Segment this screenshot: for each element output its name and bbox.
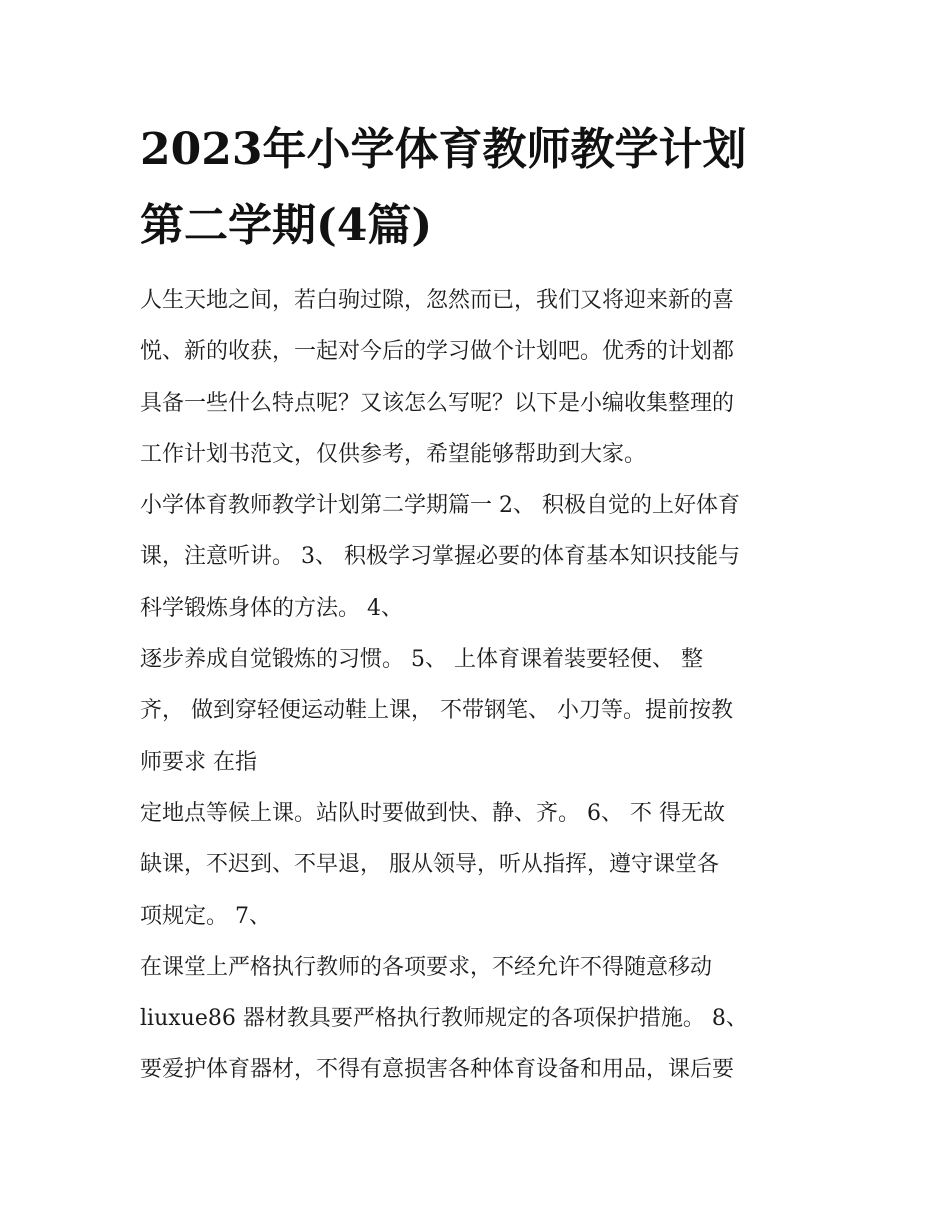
body-line: 小学体育教师教学计划第二学期篇一 2、 积极自觉的上好体育 <box>140 493 740 519</box>
body-line: 课，注意听讲。 3、 积极学习掌握必要的体育基本知识技能与 <box>140 544 740 570</box>
body-line: 缺课，不迟到、不早退， 服从领导，听从指挥，遵守课堂各 <box>140 852 719 878</box>
body-line: 在课堂上严格执行教师的各项要求，不经允许不得随意移动 <box>140 954 713 980</box>
body-line: liuxue86 器材教具要严格执行教师规定的各项保护措施。 8、 <box>140 1006 748 1032</box>
body-line: 齐， 做到穿轻便运动鞋上课， 不带钢笔、 小刀等。提前按教 <box>140 698 733 724</box>
body-line: 定地点等候上课。站队时要做到快、静、齐。 6、 不 得无故 <box>140 800 725 826</box>
body-line: 科学锻炼身体的方法。 4、 <box>140 595 403 621</box>
body-line: 悦、新的收获，一起对今后的学习做个计划吧。优秀的计划都 <box>140 339 735 365</box>
document-title <box>140 112 840 264</box>
title-line: 2023年小学体育教师教学计划 <box>140 124 747 175</box>
body-line: 要爱护体育器材，不得有意损害各种体育设备和用品，课后要 <box>140 1057 735 1083</box>
body-line: 逐步养成自觉锻炼的习惯。 5、 上体育课着装要轻便、 整 <box>140 647 703 673</box>
body-line: 人生天地之间，若白驹过隙，忽然而已，我们又将迎来新的喜 <box>140 288 735 313</box>
body-line: 工作计划书范文，仅供参考，希望能够帮助到大家。 <box>140 441 647 467</box>
body-line: 具备一些什么特点呢？又该怎么写呢？以下是小编收集整理的 <box>140 390 735 416</box>
body-line: 项规定。 7、 <box>140 903 271 929</box>
document-body <box>140 275 820 1096</box>
body-line: 师要求 在指 <box>140 749 257 775</box>
title-line: 第二学期(4篇) <box>140 200 433 251</box>
